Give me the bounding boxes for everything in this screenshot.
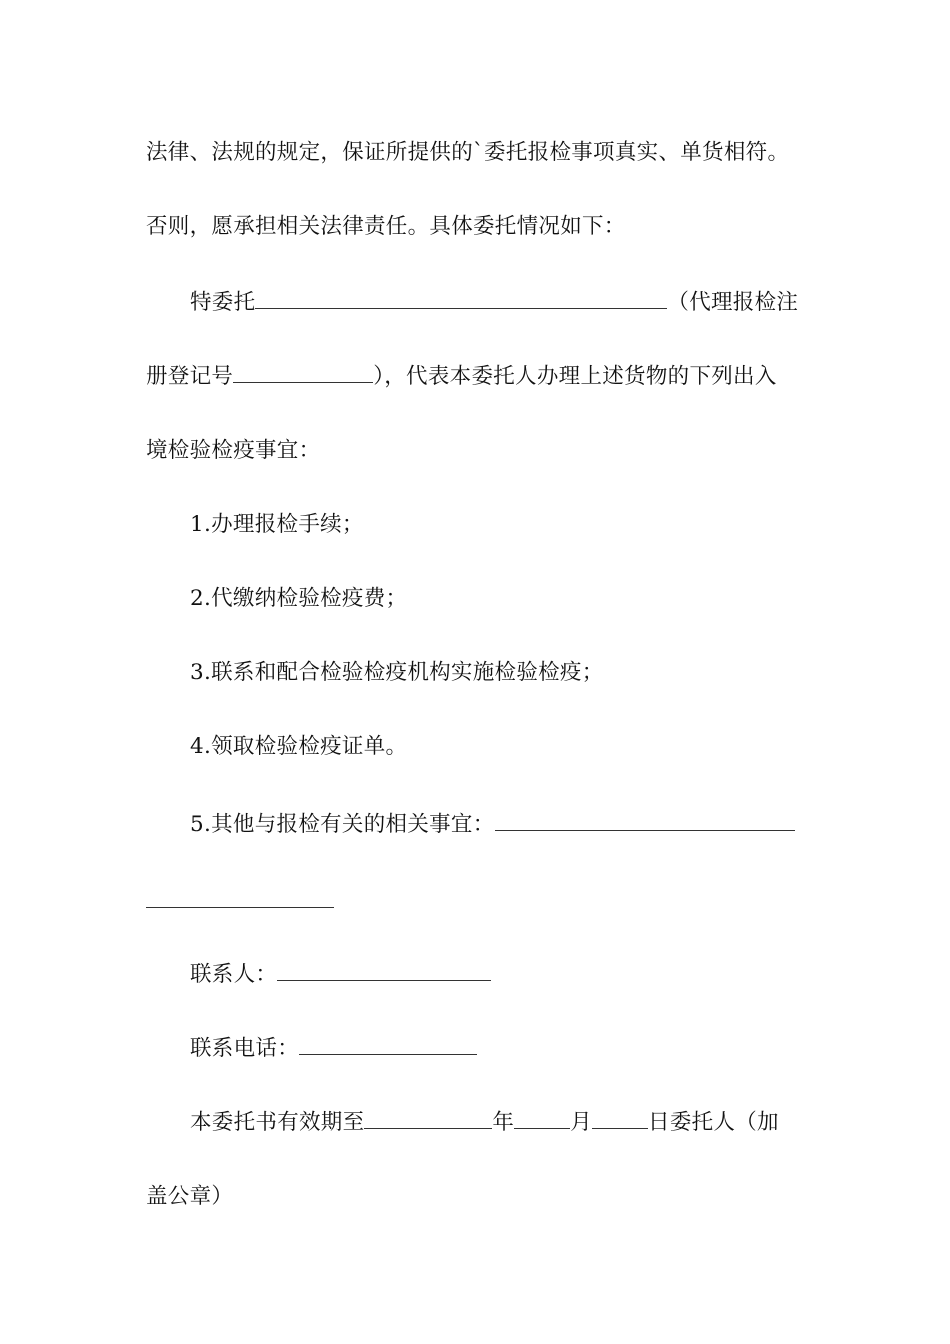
- phone-number-blank[interactable]: [299, 1032, 477, 1055]
- year-blank[interactable]: [364, 1106, 492, 1129]
- phone-line: [190, 1032, 477, 1064]
- contact-label: 联系人：: [190, 962, 278, 987]
- agent-name-blank[interactable]: [255, 286, 667, 309]
- entrust-suffix: （代理报检注: [667, 290, 799, 315]
- validity-line: [190, 1106, 779, 1138]
- paragraph-line-1: 法律、法规的规定，保证所提供的`委托报检事项真实、单货相符。: [146, 140, 790, 165]
- contact-line: [190, 958, 491, 990]
- validity-prefix: 本委托书有效期至: [190, 1110, 365, 1135]
- seal-line: 盖公章）: [146, 1184, 234, 1209]
- month-blank[interactable]: [514, 1106, 570, 1129]
- entrust-line: [190, 286, 798, 318]
- item-1: 1.办理报检手续；: [190, 512, 364, 537]
- item-3: 3.联系和配合检验检疫机构实施检验检疫；: [190, 660, 604, 685]
- day-label: 日委托人（加: [648, 1110, 779, 1135]
- other-matters-blank-1[interactable]: [495, 808, 795, 831]
- item-5: [190, 808, 795, 840]
- item-5-label: 5.其他与报检有关的相关事宜：: [190, 812, 495, 837]
- register-line-3: 境检验检疫事宜：: [146, 438, 321, 463]
- register-suffix: ），代表本委托人办理上述货物的下列出入: [373, 364, 777, 389]
- register-prefix: 册登记号: [146, 364, 234, 389]
- paragraph-line-2: 否则，愿承担相关法律责任。具体委托情况如下：: [146, 214, 626, 239]
- item-2: 2.代缴纳检验检疫费；: [190, 586, 408, 611]
- register-number-blank[interactable]: [233, 360, 373, 383]
- contact-name-blank[interactable]: [277, 958, 491, 981]
- day-blank[interactable]: [592, 1106, 648, 1129]
- register-line: [146, 360, 777, 392]
- year-label: 年: [492, 1110, 515, 1135]
- phone-label: 联系电话：: [190, 1036, 300, 1061]
- other-matters-blank-2[interactable]: [146, 906, 334, 908]
- item-4: 4.领取检验检疫证单。: [190, 734, 408, 759]
- entrust-prefix: 特委托: [190, 290, 256, 315]
- month-label: 月: [570, 1110, 593, 1135]
